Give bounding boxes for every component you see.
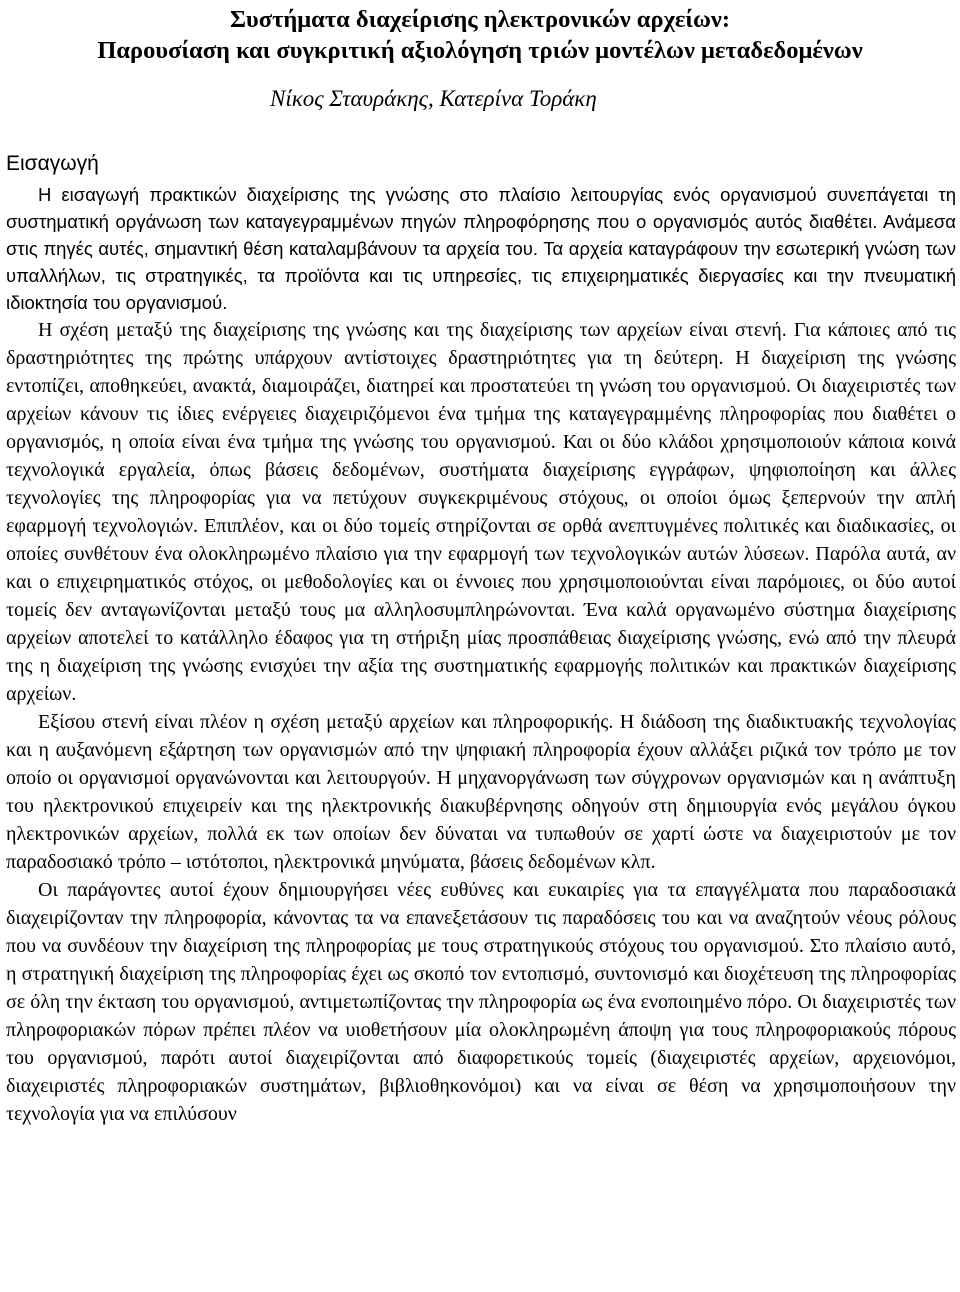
section-heading: Εισαγωγή xyxy=(6,152,99,175)
title-line-1: Συστήματα διαχείρισης ηλεκτρονικών αρχείων: xyxy=(230,6,730,33)
page xyxy=(0,4,960,1128)
intro-paragraph: Η εισαγωγή πρακτικών διαχείρισης της γνώσης στο πλαίσιο λειτουργίας ενός οργανισμού συνεπάγεται τη συστηματική οργάνωση των καταγεγραμμένων πηγών πληροφόρησης που ο οργανισμός αυτός διαθέτει. Ανάμεσα στις πηγές αυτές, σημαντική θέση καταλαμβάνουν τα αρχεία του. Τα αρχεία καταγράφουν την εσωτερική γνώση των υπαλλήλων, τις στρατηγικές, τα προϊόντα και τις υπηρεσίες, τις επιχειρηματικές διεργασίες και την πνευματική ιδιοκτησία του οργανισμού. xyxy=(6,184,956,313)
body-paragraph-2: Εξίσου στενή είναι πλέον η σχέση μεταξύ αρχείων και πληροφορικής. Η διάδοση της διαδικτυακής τεχνολογίας και η αυξανόμενη εξάρτηση των οργανισμών από την ψηφιακή πληροφορία έχουν αλλάξει ριζικά τον τρόπο με τον οποίο οι οργανισμοί οργανώνονται και λειτουργούν. Η μηχανοργάνωση των σύγχρονων οργανισμών και η ανάπτυξη του ηλεκτρονικού επιχειρείν και της ηλεκτρονικής διακυβέρνησης οδηγούν στη δημιουργία ενός μεγάλου όγκου ηλεκτρονικών αρχείων, πολλά εκ των οποίων δεν δύναται να τυπωθούν σε χαρτί ώστε να διαχειριστούν με τον παραδοσιακό τρόπο – ιστότοποι, ηλεκτρονικά μηνύματα, βάσεις δεδομένων κλπ. xyxy=(6,711,956,873)
document-title xyxy=(0,4,960,66)
body-paragraph-1: Η σχέση μεταξύ της διαχείρισης της γνώσης και της διαχείρισης των αρχείων είναι στενή. Για κάποιες από τις δραστηριότητες της πρώτης υπάρχουν αντίστοιχες δραστηριότητες για τη δεύτερη. Η διαχείριση της γνώσης εντοπίζει, αποθηκεύει, ανακτά, διαμοιράζει, διατηρεί και προστατεύει τη γνώση του οργανισμού. Οι διαχειριστές των αρχείων κάνουν τις ίδιες ενέργειες διαχειριζόμενοι ένα τμήμα της καταγεγραμμένης πληροφορίας που διαθέτει ο οργανισμός, η οποία είναι ένα τμήμα της γνώσης του οργανισμού. Και οι δύο κλάδοι χρησιμοποιούν κάποια κοινά τεχνολογικά εργαλεία, όπως βάσεις δεδομένων, συστήματα διαχείρισης εγγράφων, ψηφιοποίηση και άλλες τεχνολογίες της πληροφορίας για να πετύχουν συγκεκριμένους στόχους, οι οποίοι όμως ξεπερνούν την απλή εφαρμογή τεχνολογιών. Επιπλέον, και οι δύο τομείς στηρίζονται σε ορθά ανεπτυγμένες πολιτικές και διαδικασίες, οι οποίες συνθέτουν ένα ολοκληρωμένο πλαίσιο για την εφαρμογή των τεχνολογικών αυτών λύσεων. Παρόλα αυτά, αν και ο επιχειρηματικός στόχος, οι μεθοδολογίες και οι έννοιες που χρησιμοποιούνται είναι παρόμοιες, οι δύο αυτοί τομείς δεν ανταγωνίζονται μεταξύ τους μα αλληλοσυμπληρώνονται. Ένα καλά οργανωμένο σύστημα διαχείρισης αρχείων αποτελεί το κατάλληλο έδαφος για τη στήριξη μίας προσπάθειας διαχείρισης γνώσης, ενώ από την πλευρά της η διαχείριση της γνώσης ενισχύει την αξία της συστηματικής εφαρμογής πολιτικών και πρακτικών διαχείρισης αρχείων. xyxy=(6,319,956,705)
body-paragraph-3: Οι παράγοντες αυτοί έχουν δημιουργήσει νέες ευθύνες και ευκαιρίες για τα επαγγέλματα που παραδοσιακά διαχειρίζονταν την πληροφορία, κάνοντας τα να επανεξετάσουν τις παραδόσεις του και να αναζητούν νέους ρόλους που να συνδέουν την διαχείριση της πληροφορίας με τους στρατηγικούς στόχους του οργανισμού. Στο πλαίσιο αυτό, η στρατηγική διαχείριση της πληροφορίας έχει ως σκοπό τον εντοπισμό, συντονισμό και διοχέτευση της πληροφορίας σε όλη την έκταση του οργανισμού, αντιμετωπίζοντας την πληροφορία ως ένα ενοποιημένο πόρο. Οι διαχειριστές των πληροφοριακών πόρων πρέπει πλέον να υιοθετήσουν μία ολοκληρωμένη άποψη για τους πληροφοριακούς πόρους του οργανισμού, παρότι αυτοί διαχειρίζονται από διαφορετικούς τομείς (διαχειριστές αρχείων, αρχειονόμοι, διαχειριστές πληροφοριακών συστημάτων, βιβλιοθηκονόμοι) και να είναι σε θέση να χρησιμοποιήσουν την τεχνολογία για να επιλύσουν xyxy=(6,879,956,1125)
title-line-2: Παρουσίαση και συγκριτική αξιολόγηση τριών μοντέλων μεταδεδομένων xyxy=(97,37,863,64)
authors: Νίκος Σταυράκης, Κατερίνα Τοράκη xyxy=(270,86,597,111)
